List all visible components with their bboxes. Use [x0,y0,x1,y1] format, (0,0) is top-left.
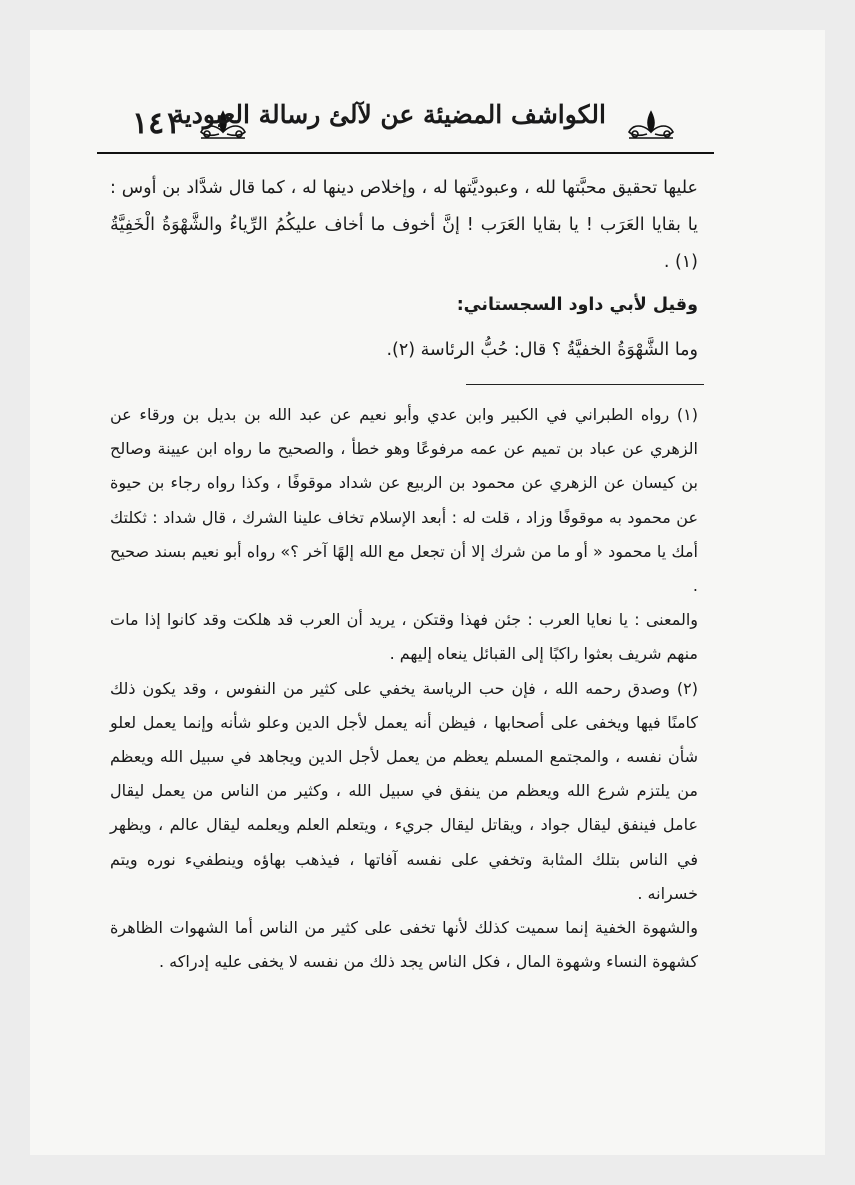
body-paragraph: وما الشَّهْوَةُ الخفيَّةُ ؟ قال: حُبُّ الرئاسة (٢). [386,340,698,360]
footnote: (١) رواه الطبراني في الكبير وابن عدي وأبو نعيم عن عبد الله بن بديل بن ورقاء عن الزهري عن عباد بن تميم عن عمه مرفوعًا وهو خطأ ، والصحيح ما رواه ابن عيينة وصالح بن كيسان عن الزهري عن محمود بن الربيع عن شداد موقوفًا ، وكذا رواه رجاء بن حيوة عن محمود به موقوفًا وزاد ، قلت له : أبعد الإسلام تخاف علينا الشرك ، قال شداد : ثكلتك أمك يا محمود « أو ما من شرك إلا أن تجعل مع الله إلهًا آخر ؟» رواه أبو نعيم بسند صحيح . [110,405,698,596]
page-header [97,72,714,154]
subheading: وقيل لأبي داود السجستاني: [456,295,698,315]
footnotes [110,398,698,979]
main-text [110,170,698,369]
running-title: الكواشف المضيئة عن لآلئ رسالة العبودية [171,100,606,129]
body-paragraph: عليها تحقيق محبَّتها لله ، وعبوديَّتها له ، وإخلاص دينها له ، كما قال شدَّاد بن أوس : يا بقايا العَرَب ! يا بقايا العَرَب ! إنَّ أخوف ما أخاف عليكُمُ الرِّياءُ والشَّهْوَةُ الْخَفِيَّةُ (١) . [110,178,698,272]
ornament-icon [625,110,677,140]
footnote: (٢) وصدق رحمه الله ، فإن حب الرياسة يخفي على كثير من النفوس ، وقد يكون ذلك كامنًا فيها ويخفى على أصحابها ، فيظن أنه يعمل لأجل الدين وعلو شأنه وإنما يعمل لعلو شأن نفسه ، والمجتمع المسلم يعظم من يعمل لأجل الدين ويجاهد في سبيل الله ويعظم من يلتزم شرع الله ويعظم من ينفق في سبيل الله ، وكثير من الناس من يعمل ليقال عامل فينفق ليقال جواد ، ويقاتل ليقال جريء ، ويتعلم العلم ويعلمه ليقال عالم ، ويظهر في الناس بتلك المثابة وتخفي على نفسه آفاتها ، فيذهب بهاؤه وينطفيء نوره ويتم خسرانه . [110,678,698,903]
footnote: والشهوة الخفية إنما سميت كذلك لأنها تخفى على كثير من الناس أما الشهوات الظاهرة كشهوة النساء وشهوة المال ، فكل الناس يجد ذلك من نفسه لا يخفى عليه إدراكه . [110,918,698,972]
footnote-divider [466,384,704,385]
page-number: ١٤١ [132,106,181,141]
footnote: والمعنى : يا نعايا العرب : جئن فهذا وقتكن ، يريد أن العرب قد هلكت وقد كانوا إذا مات منهم شريف بعثوا راكبًا إلى القبائل ينعاه إليهم . [110,610,698,664]
